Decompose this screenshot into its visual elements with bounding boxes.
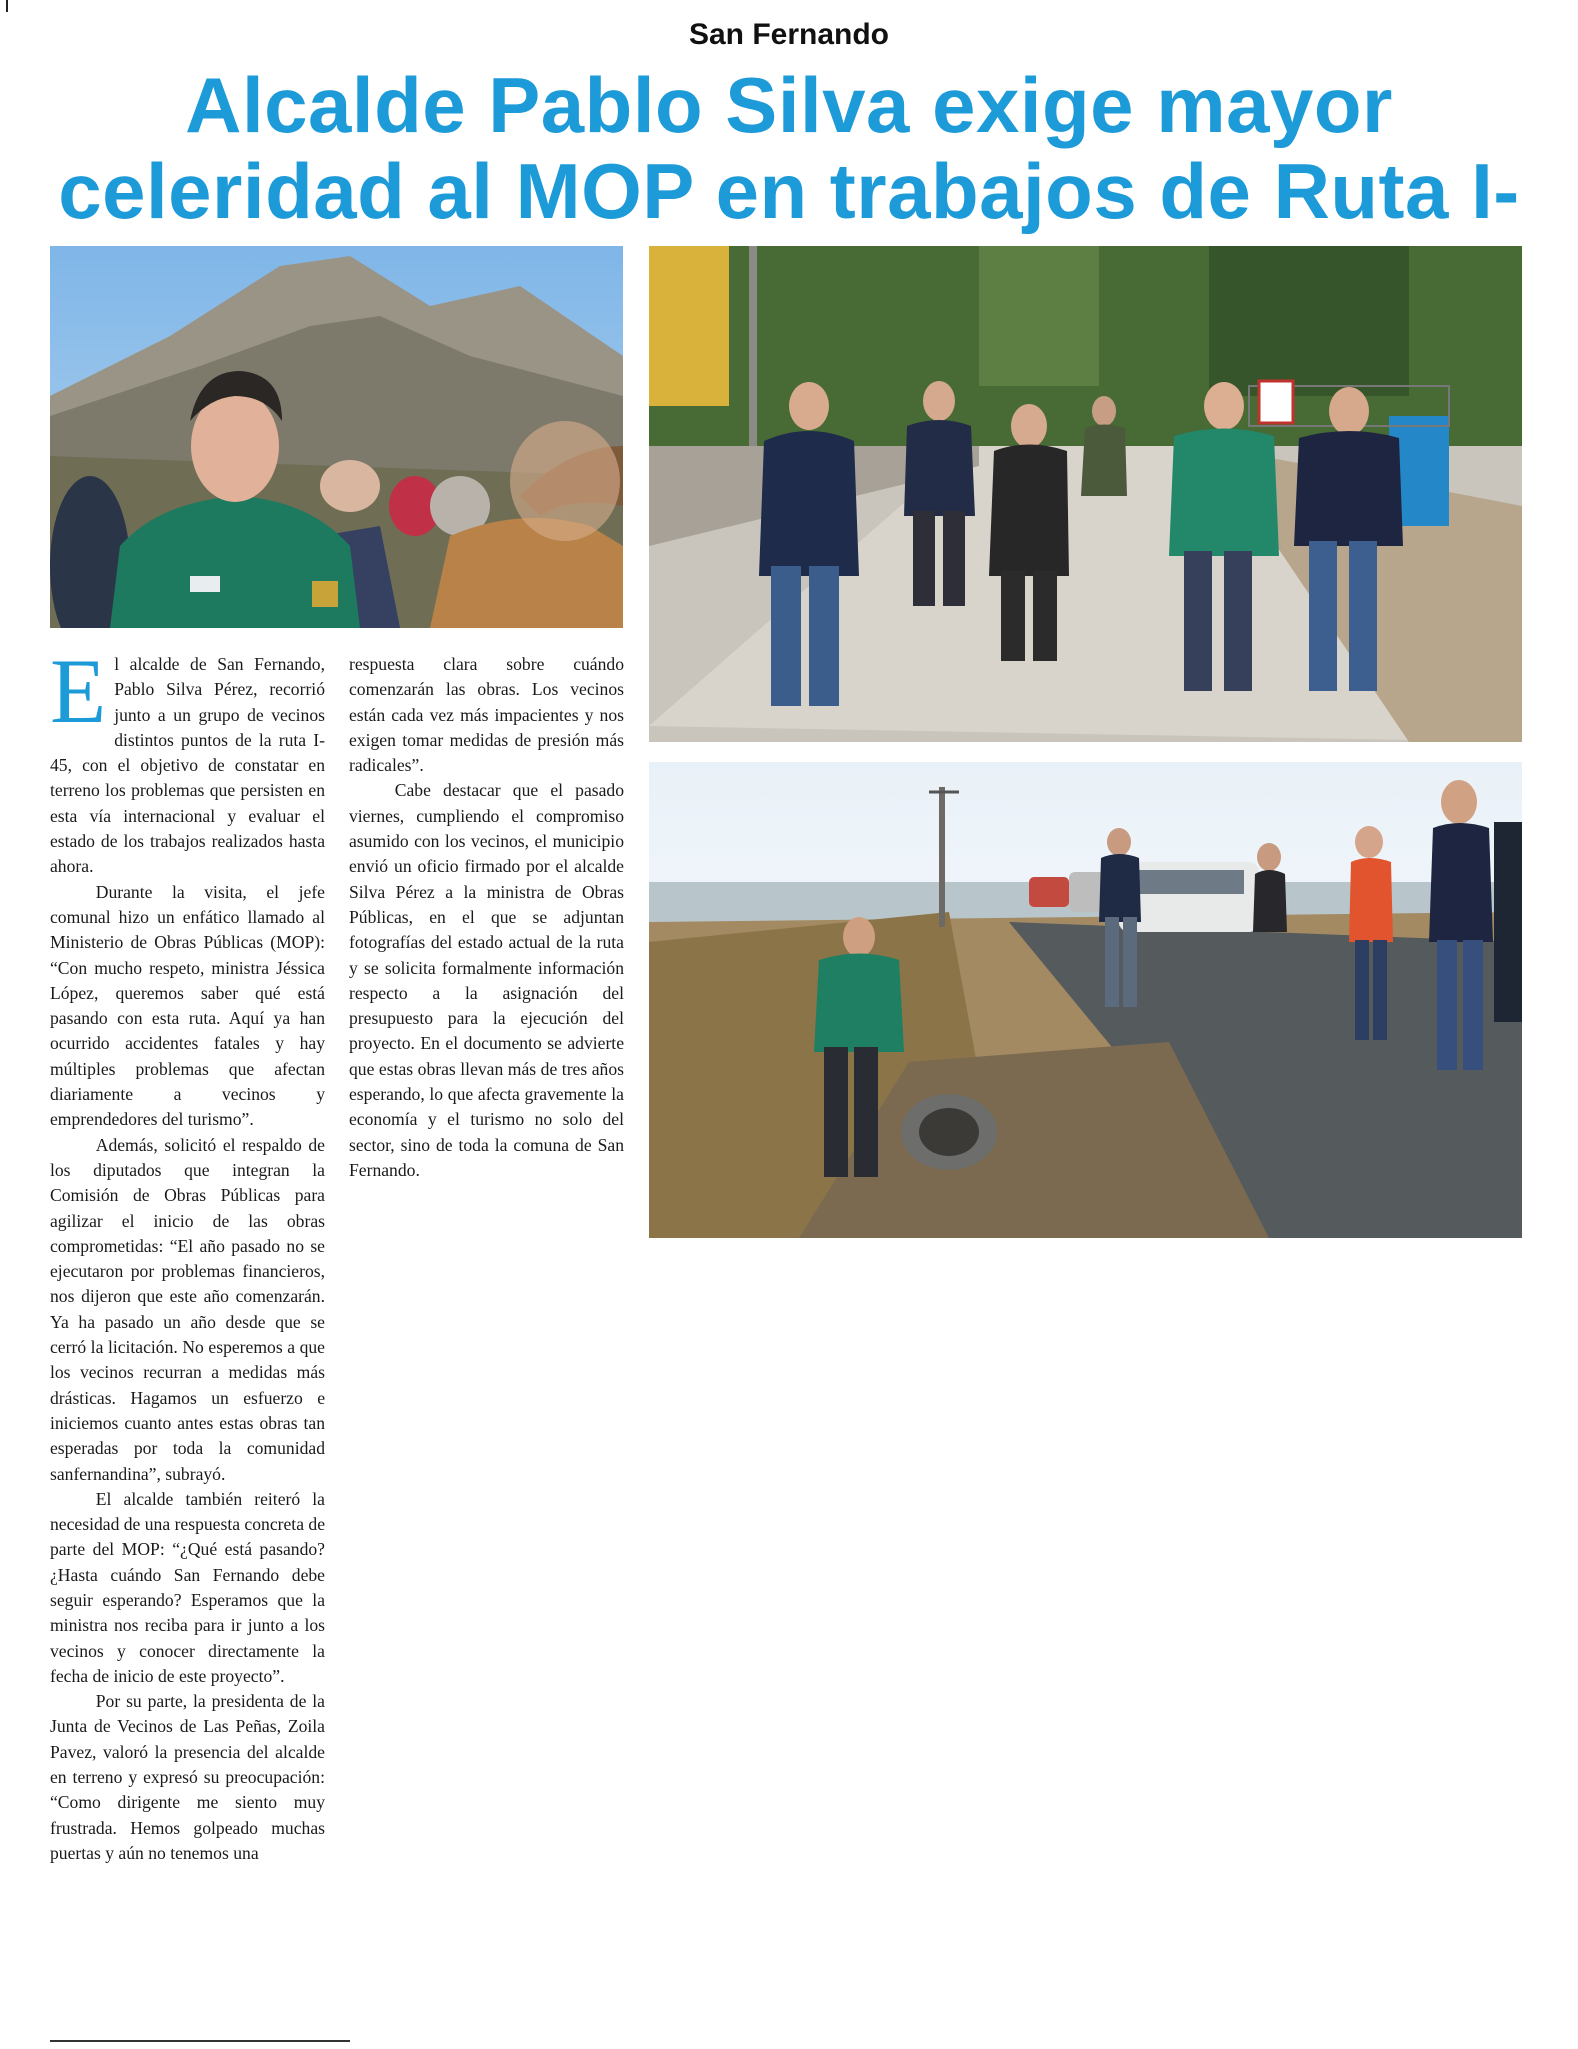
headline: Alcalde Pablo Silva exige mayor celeridad al MOP en trabajos de Ruta I- bbox=[58, 61, 1520, 235]
article-column-2 bbox=[349, 652, 624, 1183]
paragraph-5: Por su parte, la presidenta de la Junta de Vecinos de Las Peñas, Zoila Pavez, valoró la presencia del alcalde en terreno y expresó su preocupación: “Como dirigente me siento muy frustrada. Hemos golpeado muchas puertas y aún no tenemos una bbox=[50, 1691, 325, 1863]
paragraph-3: Además, solicitó el respaldo de los diputados que integran la Comisión de Obras Públicas para agilizar el inicio de las obras comprometidas: “El año pasado no se ejecutaron por problemas financieros, nos dijeron que este año comenzarán. Ya ha pasado un año desde que se cerró la licitación. No esperemos a que los vecinos recurran a medidas más drásticas. Hagamos un esfuerzo e iniciemos cuanto antes estas obras tan esperadas por toda la comunidad sanfernandina”, subrayó. bbox=[50, 1134, 325, 1484]
paragraph-1: El alcalde de San Fernando, Pablo Silva Pérez, recorrió junto a un grupo de vecinos distintos puntos de la ruta I-45, con el objetivo de constatar en terreno los problemas que persisten en esta vía internacional y evaluar el estado de los trabajos realizados hasta ahora. bbox=[50, 640, 325, 877]
column-rule bbox=[50, 2040, 350, 2042]
photo-group-walking bbox=[649, 246, 1522, 742]
photo-roadside-inspection bbox=[649, 762, 1522, 1238]
paragraph-6: respuesta clara sobre cuándo comenzarán las obras. Los vecinos están cada vez más impacientes y nos exigen tomar medidas de presión más radicales”. bbox=[349, 654, 624, 776]
section-label: San Fernando bbox=[688, 18, 890, 51]
photo-mayor-closeup bbox=[50, 246, 623, 628]
paragraph-7: Cabe destacar que el pasado viernes, cumpliendo el compromiso asumido con los vecinos, el municipio envió un oficio firmado por el alcalde Silva Pérez a la ministra de Obras Públicas, en el que se adjuntan fotografías del estado actual de la ruta y se solicita formalmente información respecto a la asignación del presupuesto para la ejecución del proyecto. En el documento se advierte que estas obras llevan más de tres años esperando, lo que afecta gravemente la economía y el turismo no solo del sector, sino de toda la comuna de San Fernando. bbox=[349, 780, 624, 1180]
article-column-1 bbox=[50, 640, 326, 1866]
paragraph-2: Durante la visita, el jefe comunal hizo un enfático llamado al Ministerio de Obras Públicas (MOP): “Con mucho respeto, ministra Jéssica López, queremos saber qué está pasando con esta ruta. Aquí ya han ocurrido accidentes fatales y hay múltiples problemas que afectan diariamente a vecinos y emprendedores del turismo”. bbox=[50, 881, 325, 1130]
crop-mark bbox=[6, 0, 8, 12]
drop-cap: E bbox=[50, 640, 107, 742]
paragraph-4: El alcalde también reiteró la necesidad de una respuesta concreta de parte del MOP: “¿Qué está pasando? ¿Hasta cuándo San Fernando debe seguir esperando? Esperamos que la ministra nos reciba para ir junto a los vecinos y conocer directamente la fecha de inicio de este proyecto”. bbox=[50, 1488, 326, 1686]
